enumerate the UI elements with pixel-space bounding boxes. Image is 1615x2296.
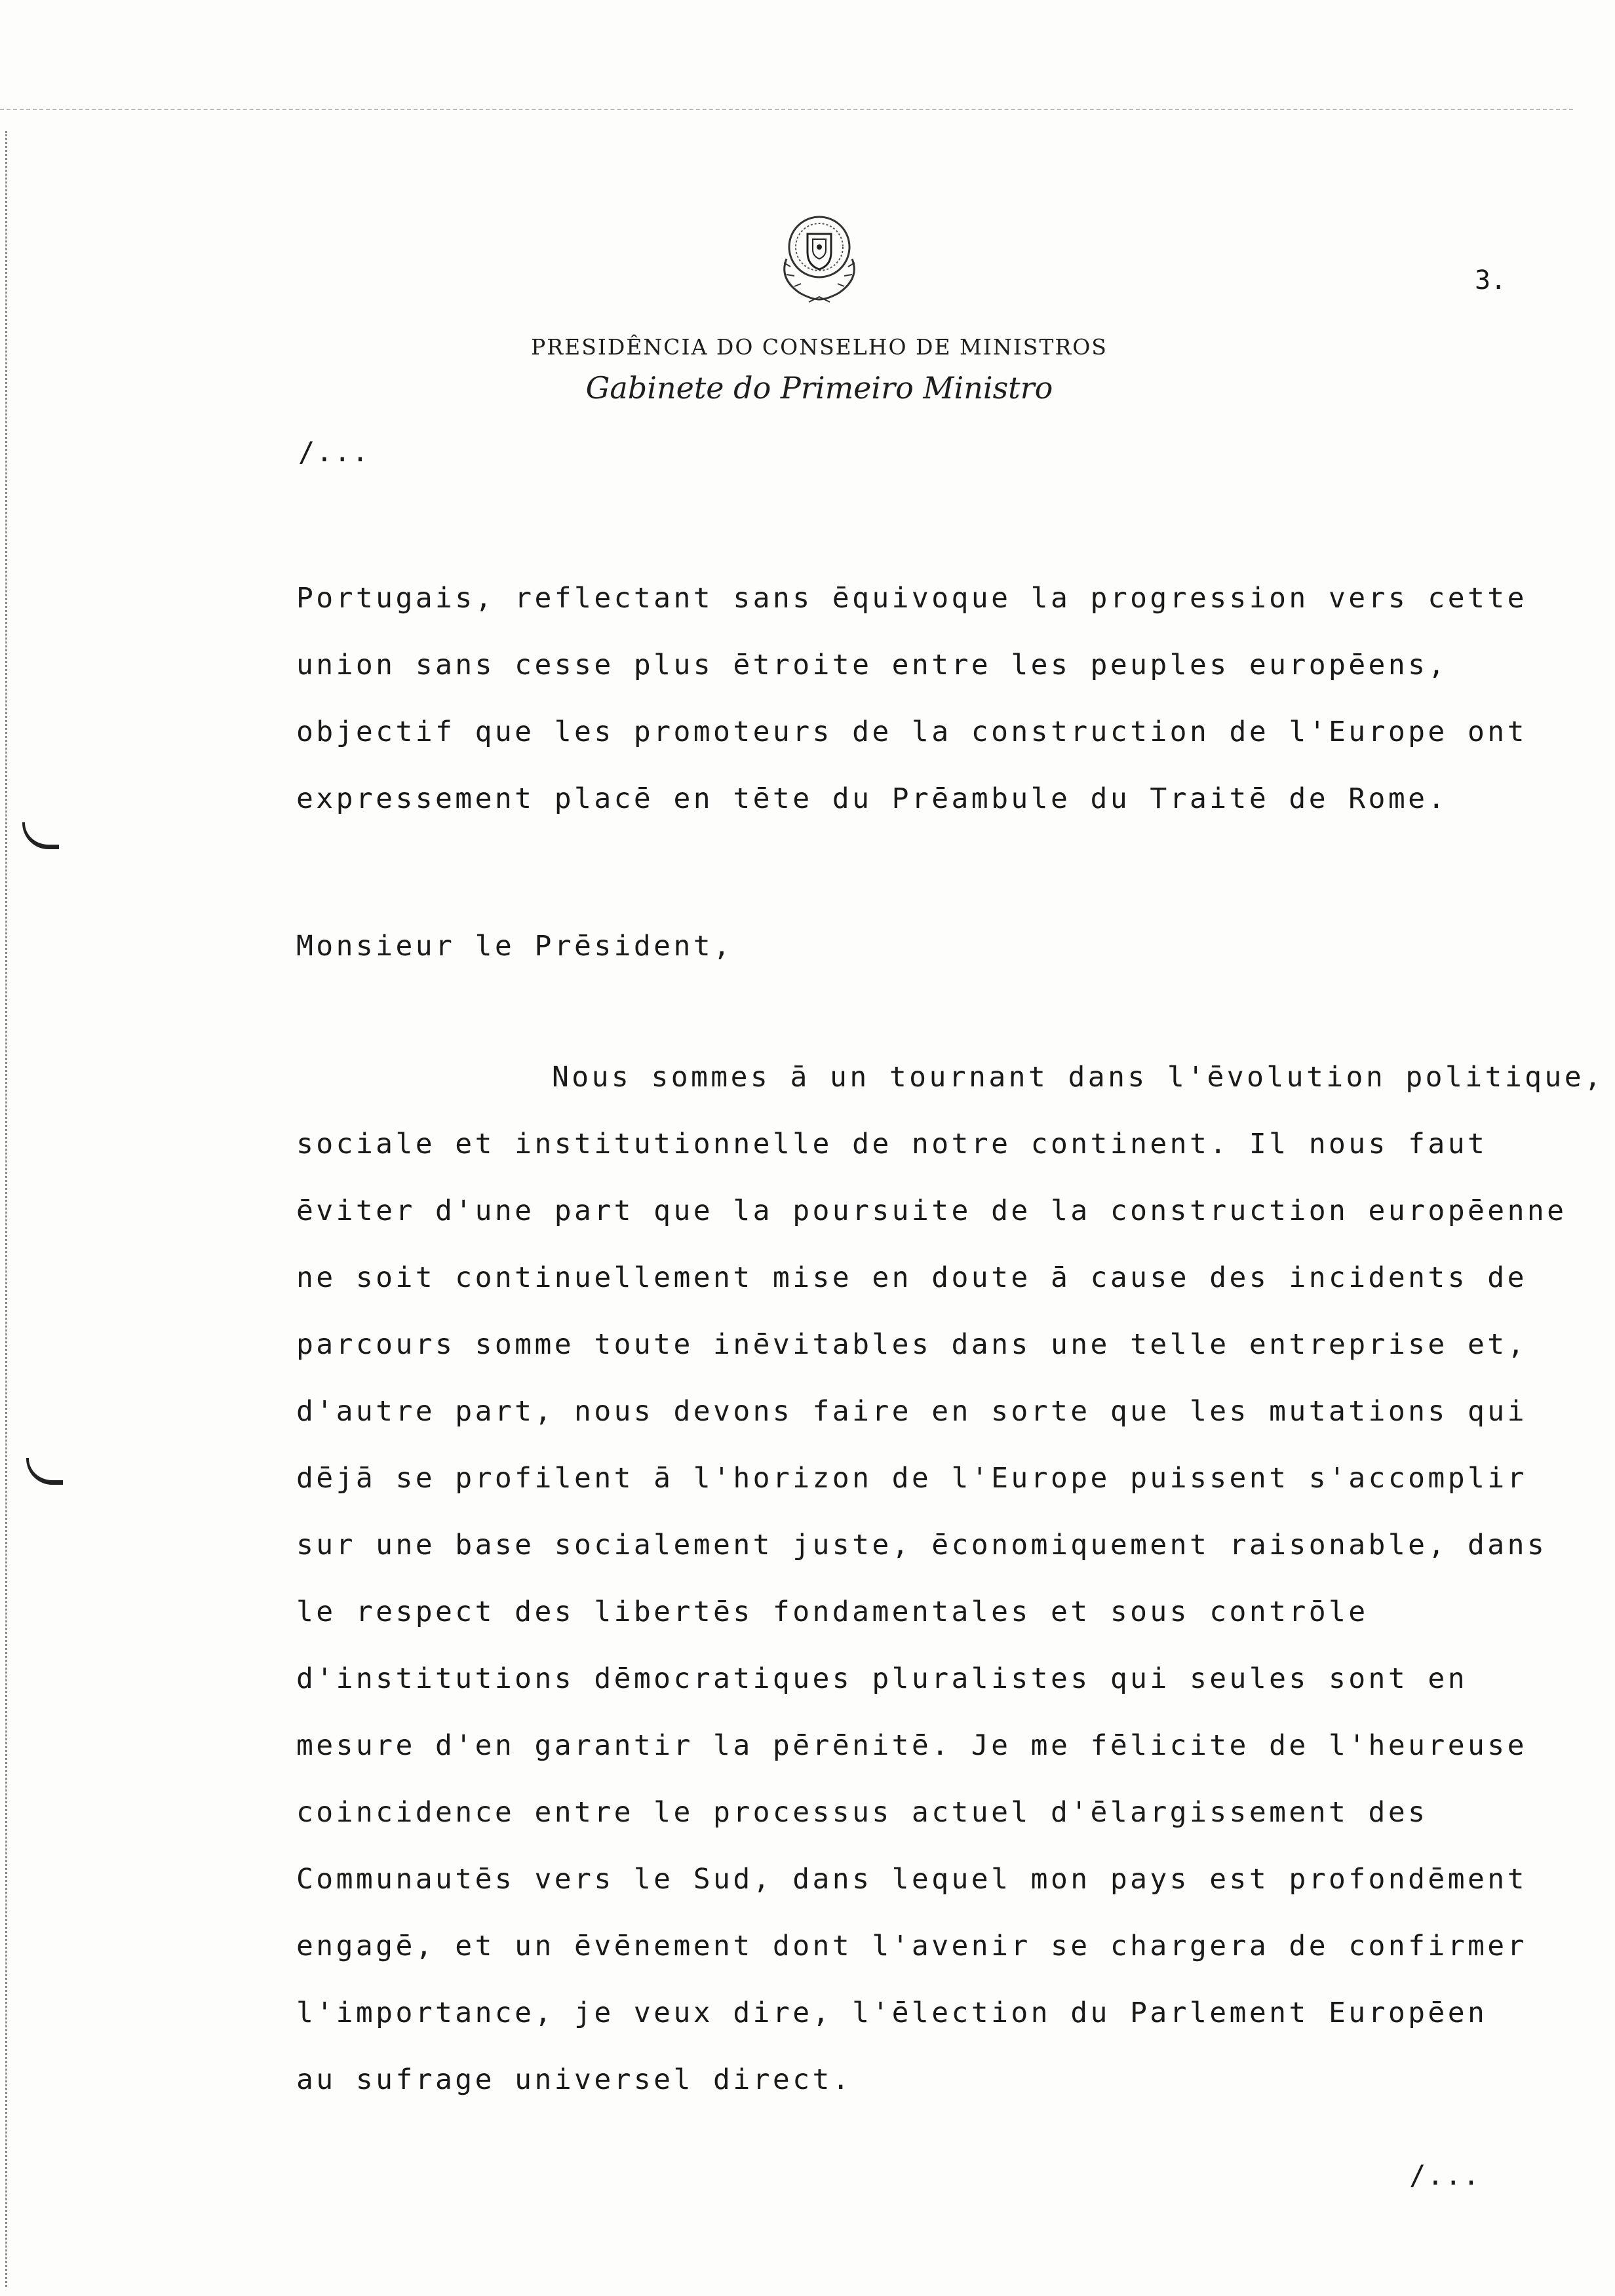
- text-line: engagē, et un ēvēnement dont l'avenir se chargera de confirmer: [296, 1930, 1527, 1962]
- text-line: d'autre part, nous devons faire en sorte que les mutations qui: [296, 1395, 1527, 1428]
- text-line: parcours somme toute inēvitables dans une telle entreprise et,: [296, 1328, 1527, 1361]
- text-line: dējā se profilent ā l'horizon de l'Europe puissent s'accomplir: [296, 1462, 1527, 1495]
- text-line: Communautēs vers le Sud, dans lequel mon pays est profondēment: [296, 1863, 1527, 1896]
- text-line: Portugais, reflectant sans ēquivoque la progression vers cette: [296, 582, 1527, 615]
- salutation: [296, 913, 1607, 980]
- punch-hole-mark: [22, 822, 59, 849]
- text-line: union sans cesse plus ētroite entre les peuples europēens,: [296, 649, 1448, 681]
- continuation-mark-bottom: /...: [1409, 2159, 1481, 2191]
- text-line: expressement placē en tēte du Prēambule du Traitē de Rome.: [296, 782, 1448, 815]
- coat-of-arms-seal-icon: [767, 206, 872, 311]
- continuation-mark-top: /...: [298, 436, 370, 468]
- text-line: ne soit continuellement mise en doute ā cause des incidents de: [296, 1261, 1527, 1294]
- text-line: au sufrage universel direct.: [296, 2063, 853, 2096]
- salutation-text: Monsieur le Prēsident,: [296, 930, 733, 963]
- text-line: coincidence entre le processus actuel d'ēlargissement des: [296, 1796, 1428, 1829]
- text-line: l'importance, je veux dire, l'ēlection du Parlement Europēen: [296, 1997, 1488, 2029]
- text-line: sociale et institutionnelle de notre continent. Il nous faut: [296, 1128, 1488, 1160]
- punch-hole-mark: [26, 1458, 63, 1485]
- institution-title: PRESIDÊNCIA DO CONSELHO DE MINISTROS: [531, 334, 1108, 360]
- paragraph-2: [296, 1044, 1607, 2113]
- scan-top-edge: [0, 109, 1573, 110]
- office-subtitle: Gabinete do Primeiro Ministro: [585, 370, 1053, 406]
- text-line: le respect des libertēs fondamentales et sous contrōle: [296, 1596, 1369, 1628]
- text-line: objectif que les promoteurs de la construction de l'Europe ont: [296, 716, 1527, 748]
- text-line: ēviter d'une part que la poursuite de la construction europēenne: [296, 1195, 1567, 1227]
- paragraph-1: [296, 565, 1607, 832]
- text-line: mesure d'en garantir la pērēnitē. Je me fēlicite de l'heureuse: [296, 1729, 1527, 1762]
- text-line: Nous sommes ā un tournant dans l'ēvolution politique,: [552, 1061, 1605, 1094]
- scan-left-edge: [5, 131, 7, 2287]
- page-number: 3.: [1475, 265, 1507, 296]
- text-line: sur une base socialement juste, ēconomiquement raisonable, dans: [296, 1529, 1547, 1561]
- text-line: d'institutions dēmocratiques pluralistes qui seules sont en: [296, 1662, 1468, 1695]
